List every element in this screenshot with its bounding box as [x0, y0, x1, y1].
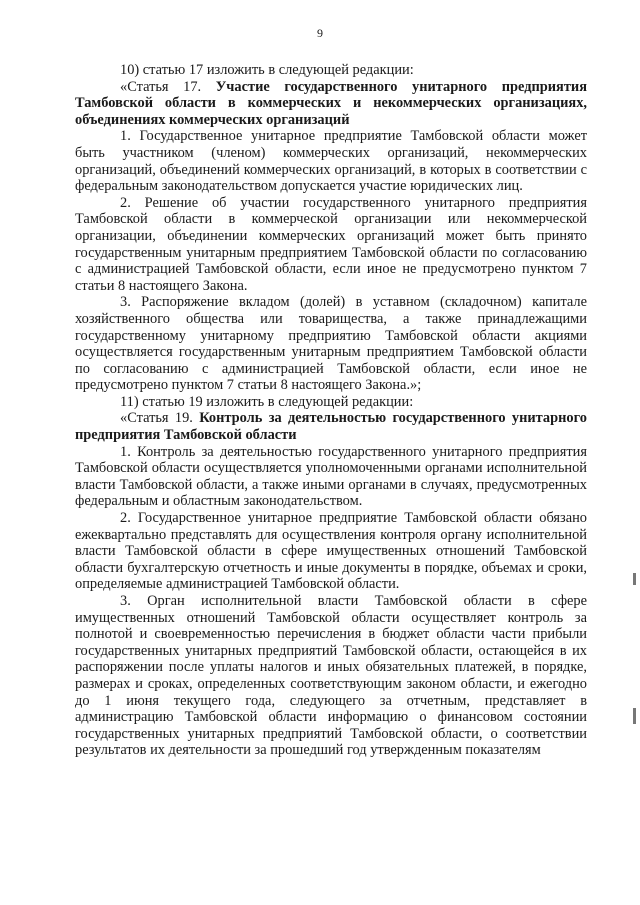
article-19-part-1: 1. Контроль за деятельностью государственного унитарного предприятия Тамбовской области осуществляется уполномоченными органами исполнительной власти Тамбовской области, а также иными органами в случаях, предусмотренных федеральным и областным законодательством. — [75, 443, 587, 510]
article-17-part-1: 1. Государственное унитарное предприятие Тамбовской области может быть участником (членом) коммерческих организаций, некоммерческих организаций, объединений коммерческих организаций, в которых в соответствии с федеральным законодательством допускается участие юридических лиц. — [75, 128, 587, 195]
article-19-number: «Статья 19. — [120, 410, 200, 427]
document-body — [75, 62, 587, 759]
article-17-heading — [75, 79, 587, 129]
paragraph-item-10: 10) статью 17 изложить в следующей редакции: — [120, 62, 414, 78]
scan-edge-mark — [633, 708, 636, 724]
paragraph-item-11: 11) статью 19 изложить в следующей редакции: — [120, 393, 414, 410]
page-number: 9 — [317, 26, 323, 40]
article-19-title: Контроль за деятельностью государственного унитарного предприятия Тамбовской области — [75, 410, 587, 444]
scan-edge-mark — [633, 573, 636, 585]
article-19-part-2: 2. Государственное унитарное предприятие Тамбовской области обязано ежеквартально представлять для осуществления контроля органу исполнительной власти Тамбовской области в сфере имущественных отношений Тамбовской области бухгалтерскую отчетность и иные документы в порядке, объемах и сроки, определяемые администрацией Тамбовской области. — [75, 510, 587, 593]
article-17-number: «Статья 17. — [120, 78, 216, 95]
article-17-title: Участие государственного унитарного предприятия Тамбовской области в коммерческих и некоммерческих организациях, объединениях коммерческих организаций — [75, 78, 587, 128]
article-19-heading — [75, 410, 587, 443]
article-17-part-3: 3. Распоряжение вкладом (долей) в уставном (складочном) капитале хозяйственного общества или товарищества, а также принадлежащими государственному унитарному предприятию Тамбовской области акциями осуществляется государственным унитарным предприятием Тамбовской области по согласованию с администрацией Тамбовской области, если иное не предусмотрено пунктом 7 статьи 8 настоящего Закона.»; — [75, 294, 587, 394]
article-19-part-3: 3. Орган исполнительной власти Тамбовской области в сфере имущественных отношений Тамбовской области осуществляет контроль за полнотой и своевременностью перечисления в бюджет области части прибыли государственных унитарных предприятий Тамбовской области, остающейся в их распоряжении после уплаты налогов и иных обязательных платежей, в порядке, размерах и сроках, определенных соответствующим законом области, и ежегодно до 1 июня текущего года, следующего за отчетным, представляет в администрацию Тамбовской области информацию о финансовом состоянии государственных унитарных предприятий Тамбовской области, о соответствии результатов их деятельности за прошедший год утвержденным показателям — [75, 593, 587, 759]
article-17-part-2: 2. Решение об участии государственного унитарного предприятия Тамбовской области в коммерческой организации или некоммерческой организации, объединении коммерческих организаций может быть принято государственным унитарным предприятием Тамбовской области по согласованию с администрацией Тамбовской области, если иное не предусмотрено пунктом 7 статьи 8 настоящего Закона. — [75, 194, 587, 294]
